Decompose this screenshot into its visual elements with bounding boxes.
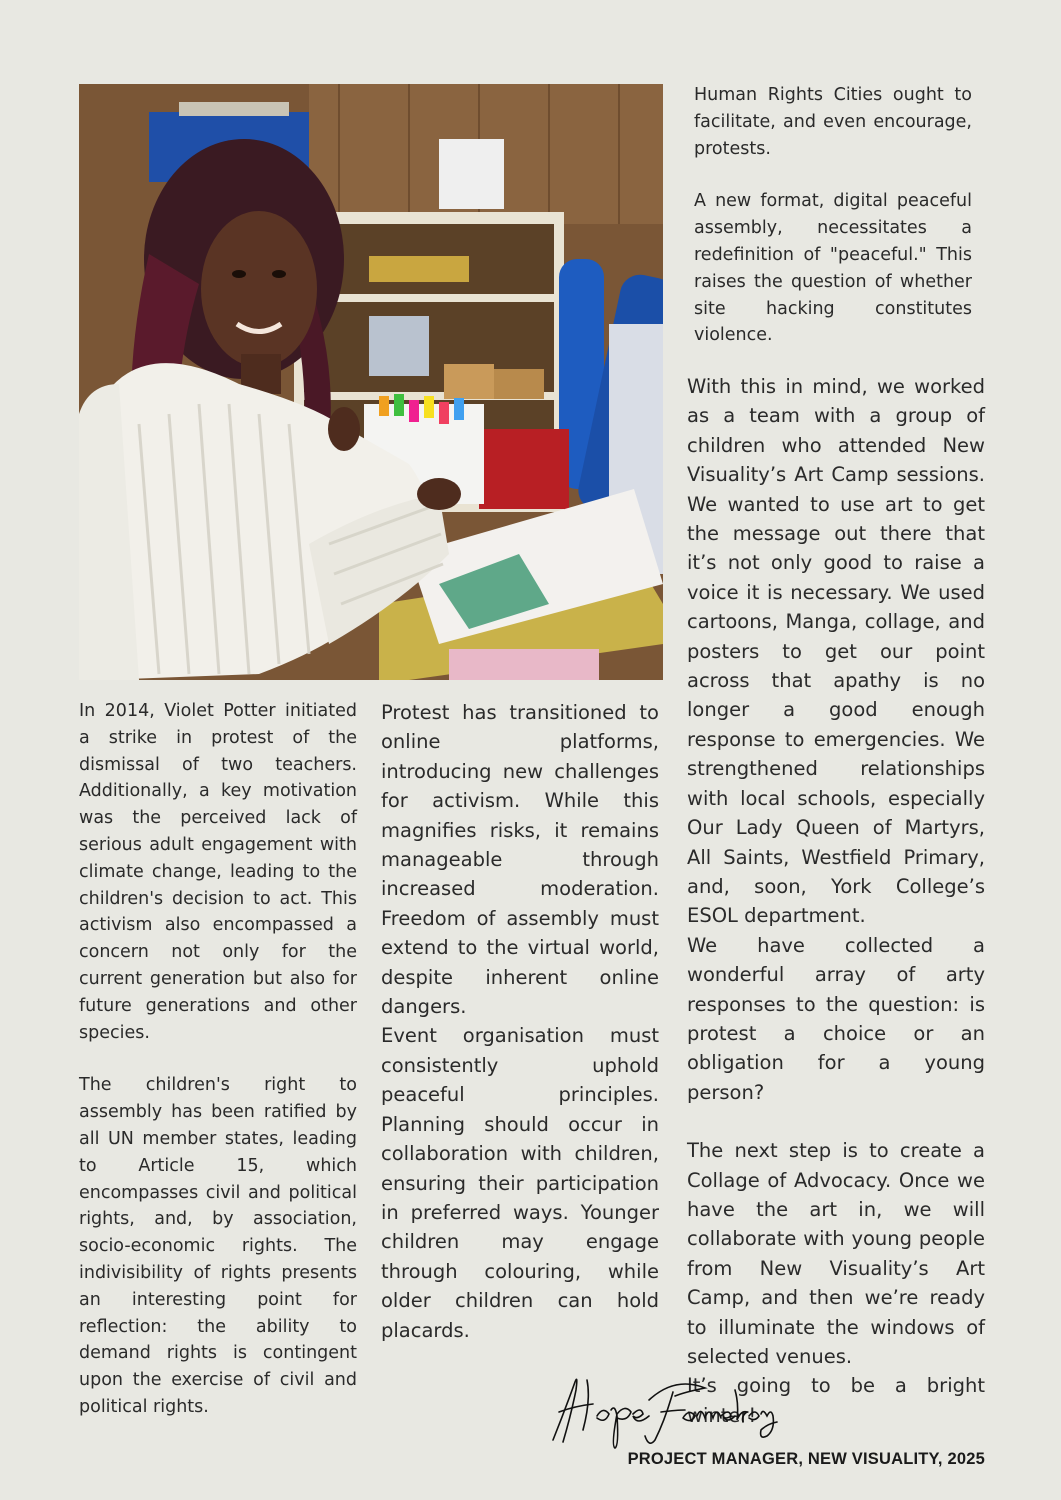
article-column-2 xyxy=(381,698,659,1345)
article-column-3 xyxy=(687,372,985,1430)
paragraph: Event organisation must consistently uphold peaceful principles. Planning should occur in collaboration with children, ensuring their participation in preferred ways. Younger children may engage through colouring, while older children can hold placards. xyxy=(381,1024,659,1342)
signature-role: PROJECT MANAGER, NEW VISUALITY, 2025 xyxy=(627,1450,985,1468)
article-photo xyxy=(79,84,663,680)
paragraph: A new format, digital peaceful assembly, necessitates a redefinition of "peaceful." This raises the question of whether site hacking constitutes violence. xyxy=(694,191,972,346)
paragraph: Human Rights Cities ought to facilitate, and even encourage, protests. xyxy=(694,85,972,159)
article-column-1 xyxy=(79,698,357,1421)
paragraph: With this in mind, we worked as a team with a group of children who attended New Visuality’s Art Camp sessions. We wanted to use art to get the message out there that it’s not only good to raise a voice it is necessary. We used cartoons, Manga, collage, and posters to get our point across that apathy is no longer a good enough response to emergencies. We strengthened relationships with local schools, especially Our Lady Queen of Martyrs, All Saints, Westfield Primary, and, soon, York College’s ESOL department. xyxy=(687,375,985,928)
paragraph: The children's right to assembly has been ratified by all UN member states, leading to Article 15, which encompasses civil and political rights, and, by association, socio-economic rights. The indivisibility of rights presents an interesting point for reflection: the ability to demand rights is contingent upon the exercise of civil and political rights. xyxy=(79,1075,357,1417)
paragraph: The next step is to create a Collage of Advocacy. Once we have the art in, we will collaborate with young people from New Visuality’s Art Camp, and then we’re ready to illuminate the windows of selected venues. xyxy=(687,1139,985,1368)
handwritten-signature xyxy=(545,1370,785,1450)
paragraph: We have collected a wonderful array of arty responses to the question: is protest a choice or an obligation for a young person? xyxy=(687,933,985,1104)
article-column-3-intro xyxy=(694,82,972,349)
photo-illustration xyxy=(79,84,663,680)
paragraph: Protest has transitioned to online platforms, introducing new challenges for activism. While this magnifies risks, it remains manageable through increased moderation. Freedom of assembly must extend to the virtual world, despite inherent online dangers. xyxy=(381,701,659,1019)
paragraph: It’s going to be a bright winter! xyxy=(687,1374,985,1427)
paragraph: In 2014, Violet Potter initiated a strike in protest of the dismissal of two teachers. Additionally, a key motivation was the perceived lack of serious adult engagement with climate change, leading to the children's decision to act. This activism also encompassed a concern not only for the current generation but also for future generations and other species. xyxy=(79,701,357,1043)
